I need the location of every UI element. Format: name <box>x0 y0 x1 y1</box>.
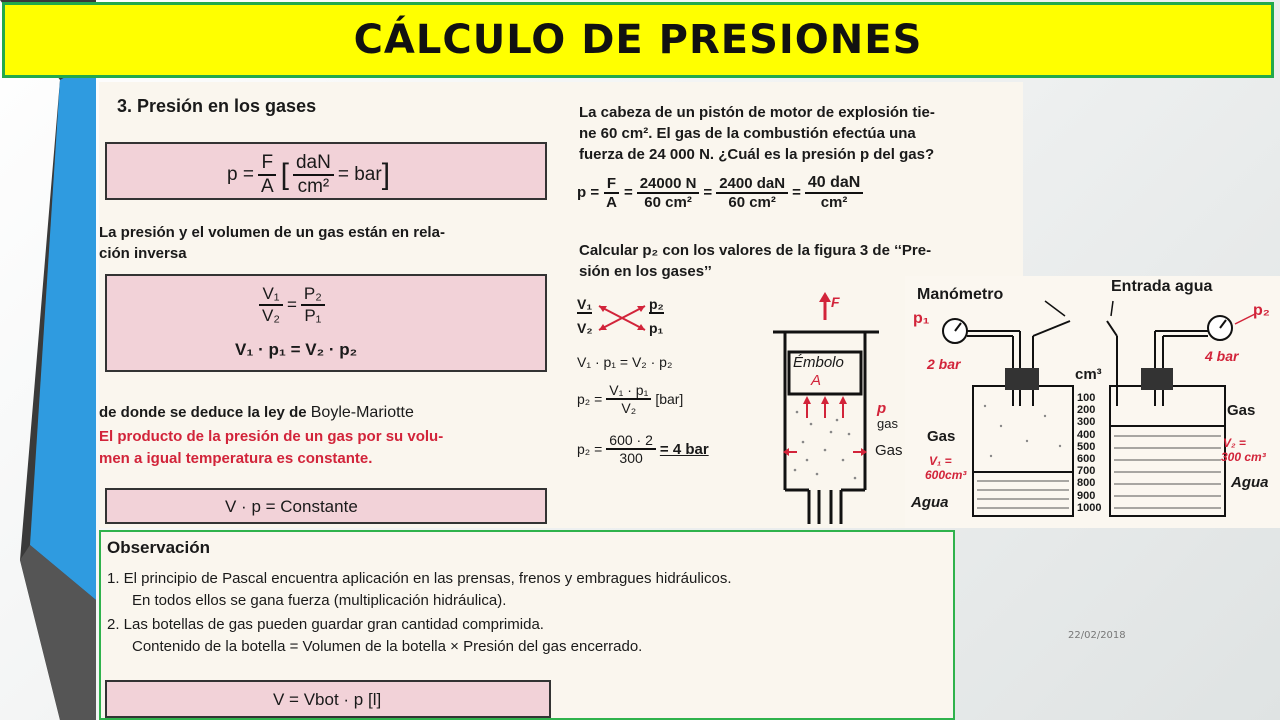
formula-p: p = <box>227 164 254 185</box>
formula-box-pressure <box>105 142 547 200</box>
cross-v1: V₁ <box>577 296 593 312</box>
scale-tick: 100 <box>1077 392 1096 404</box>
law-name: Boyle-Mariotte <box>310 404 414 421</box>
cross-v2: V₂ <box>577 320 593 336</box>
frac-den: 60 cm² <box>644 193 692 211</box>
bracket-close: ] <box>381 158 391 191</box>
equation-1: V₁ · p₁ = V₂ · p₂ <box>577 354 673 370</box>
v2-value: 300 cm³ <box>1221 450 1266 464</box>
fraction-40 <box>805 174 863 211</box>
frac-den: A <box>606 193 617 211</box>
bottle-formula: V = Vbot · p [l] <box>273 690 382 709</box>
frac-den: A <box>260 176 274 197</box>
gas-left-label: Gas <box>927 428 956 445</box>
formula-box-boyle <box>105 274 547 372</box>
cross-arrows-icon <box>577 296 677 344</box>
fraction-24000 <box>637 175 700 211</box>
cross-multiplication <box>577 296 677 344</box>
observation-heading: Observación <box>107 538 210 557</box>
manometer-label: Manómetro <box>917 286 1004 303</box>
frac-den: cm² <box>297 176 330 197</box>
v2-label: V₂ = <box>1223 436 1246 450</box>
eq3-lhs: p₂ = <box>577 441 603 457</box>
problem-line-2: ne 60 cm². El gas de la combustión efectúa una <box>579 125 916 142</box>
frac-num: daN <box>293 152 334 176</box>
law-statement-line-1: El producto de la presión de un gas por su volu- <box>99 428 444 445</box>
formula-box-constant <box>105 488 547 524</box>
fraction-f-a <box>258 152 277 198</box>
v1-label: V₁ = <box>929 454 952 468</box>
textbook-scan-main <box>99 82 1023 528</box>
pressure-label: p <box>877 400 887 417</box>
frac-num: 24000 N <box>637 175 700 194</box>
fraction-2400 <box>716 175 788 211</box>
deduce-text <box>99 404 414 422</box>
frac-den: V₂ <box>621 400 637 416</box>
constant-formula: V · p = Constante <box>225 497 358 516</box>
frac-den: V₂ <box>262 306 280 325</box>
frac-num: 40 daN <box>805 174 863 194</box>
fraction-600-300 <box>606 432 656 466</box>
calc-p: p = <box>577 184 600 201</box>
gas-label: Gas <box>875 442 903 459</box>
pressure-calculation <box>577 174 867 211</box>
fraction-dan-cm2 <box>293 152 334 198</box>
fraction-f-a-calc <box>603 175 620 211</box>
pressure-4bar-label: 4 bar <box>1205 348 1239 364</box>
observation-scan <box>99 530 955 720</box>
scale-tick: 1000 <box>1077 501 1102 514</box>
bracket-open: [ <box>280 158 289 191</box>
scale-tick: 700 <box>1077 465 1096 478</box>
water-right-label: Agua <box>1231 474 1269 491</box>
scale-tick: 800 <box>1077 477 1096 490</box>
p1-label: p₁ <box>913 310 930 327</box>
water-inlet-label: Entrada agua <box>1111 278 1213 295</box>
scale-tick: 900 <box>1077 489 1096 502</box>
scale-tick: 400 <box>1077 428 1096 441</box>
scale-unit-label: cm³ <box>1075 366 1102 383</box>
fraction-v1p1-v2 <box>606 382 651 416</box>
equals-sign: = <box>623 184 633 201</box>
relation-line-1: La presión y el volumen de un gas están en rela- <box>99 224 445 241</box>
observation-item-2-line-1: 2. Las botellas de gas pueden guardar gran cantidad comprimida. <box>107 616 544 633</box>
area-label: A <box>811 372 822 389</box>
title-banner <box>2 2 1274 78</box>
cross-p2: p₂ <box>649 296 664 312</box>
boyle-ratio <box>255 284 329 326</box>
equals-sign: = <box>703 184 713 201</box>
scale-tick: 200 <box>1077 404 1096 417</box>
scale-tick: 300 <box>1077 416 1096 429</box>
frac-num: F <box>258 152 276 176</box>
observation-item-2-line-2: Contenido de la botella = Volumen de la botella × Presión del gas encerrado. <box>132 638 643 655</box>
pressure-formula <box>227 152 390 198</box>
calc2-line-1: Calcular p₂ con los valores de la figura 3 de ‘‘Pre- <box>579 242 932 259</box>
fraction-p2-p1 <box>301 284 325 326</box>
equals-sign: = <box>792 184 801 201</box>
piston-label: Émbolo <box>793 354 844 371</box>
frac-den: 300 <box>619 450 643 466</box>
formula-bar: = bar <box>337 164 382 185</box>
frac-num: P₂ <box>301 284 325 306</box>
problem-line-3: fuerza de 24 000 N. ¿Cuál es la presión p del gas? <box>579 146 935 163</box>
eq2-unit: [bar] <box>655 391 684 407</box>
observation-item-1-line-1: 1. El principio de Pascal encuentra aplicación en las prensas, frenos y embragues hidráulicos. <box>107 570 732 587</box>
equation-3 <box>577 432 709 466</box>
frac-num: V₁ <box>259 284 282 306</box>
frac-num: F <box>604 175 619 194</box>
eq3-result: = 4 bar <box>659 440 709 458</box>
frac-num: V₁ · p₁ <box>606 382 651 400</box>
piston-diagram <box>767 292 903 528</box>
deduce-label: de donde se deduce la ley de <box>99 404 307 421</box>
water-left-label: Agua <box>911 494 949 511</box>
formula-box-bottle <box>105 680 551 718</box>
scale-tick: 500 <box>1077 440 1096 453</box>
gas-right-label: Gas <box>1227 402 1256 419</box>
cross-p1: p₁ <box>649 320 664 336</box>
fraction-v1-v2 <box>259 284 283 326</box>
relation-line-2: ción inversa <box>99 245 187 262</box>
boyle-product: V₁ · p₁ = V₂ · p₂ <box>235 340 358 359</box>
frac-num: 600 · 2 <box>606 432 656 450</box>
force-label: F <box>831 294 840 310</box>
problem-line-1: La cabeza de un pistón de motor de explosión tie- <box>579 104 935 121</box>
frac-num: 2400 daN <box>716 175 788 194</box>
frac-den: cm² <box>820 194 848 211</box>
equation-2 <box>577 382 683 416</box>
page-title: CÁLCULO DE PRESIONES <box>353 17 923 63</box>
boyle-figure <box>905 276 1280 528</box>
pressure-2bar-label: 2 bar <box>927 356 961 372</box>
gas-small-label: gas <box>877 416 898 431</box>
frac-den: P₁ <box>304 306 322 325</box>
scale-tick: 600 <box>1077 453 1096 466</box>
volume-scale <box>1077 392 1107 514</box>
calc2-line-2: sión en los gases’’ <box>579 263 712 280</box>
p2-label: p₂ <box>1253 302 1270 319</box>
v1-value: 600cm³ <box>925 468 967 482</box>
frac-den: 60 cm² <box>728 193 776 211</box>
section-heading: 3. Presión en los gases <box>117 96 317 116</box>
slide-date: 22/02/2018 <box>1068 630 1126 641</box>
observation-item-1-line-2: En todos ellos se gana fuerza (multiplicación hidráulica). <box>132 592 507 609</box>
law-statement-line-2: men a igual temperatura es constante. <box>99 450 373 467</box>
equals-sign: = <box>286 295 297 314</box>
eq2-lhs: p₂ = <box>577 391 603 407</box>
